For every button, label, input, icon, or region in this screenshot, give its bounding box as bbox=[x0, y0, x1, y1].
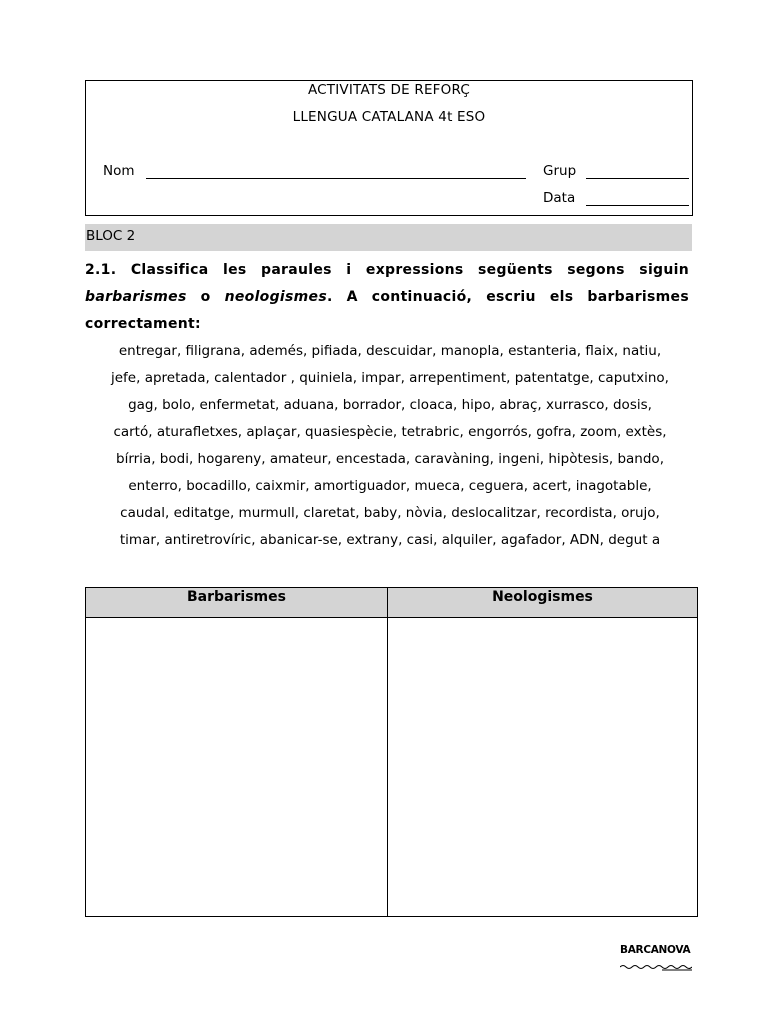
exercise-text-part2: . A continuació, escriu els barbarismes correctament: bbox=[85, 289, 689, 332]
data-field[interactable] bbox=[586, 205, 689, 206]
header-box bbox=[85, 80, 693, 216]
term-barbarismes: barbarismes bbox=[85, 289, 187, 305]
neologismes-answer-cell[interactable] bbox=[388, 618, 698, 917]
word-line: enterro, bocadillo, caixmir, amortiguador, mueca, ceguera, acert, inagotable, bbox=[128, 478, 652, 494]
header-title: ACTIVITATS DE REFORÇ bbox=[307, 82, 470, 98]
term-neologismes: neologismes bbox=[224, 289, 327, 305]
table-answer-row bbox=[86, 618, 698, 917]
answer-table bbox=[85, 587, 698, 917]
logo-wave-icon bbox=[620, 964, 692, 972]
exercise-instruction bbox=[85, 257, 689, 338]
grup-field[interactable] bbox=[586, 178, 689, 179]
word-line: bírria, bodi, hogareny, amateur, encestada, caravàning, ingeni, hipòtesis, bando, bbox=[116, 451, 664, 467]
word-line: caudal, editatge, murmull, claretat, baby, nòvia, deslocalitzar, recordista, orujo, bbox=[120, 505, 660, 521]
exercise-text-part1: Classifica les paraules i expressions següents segons siguin bbox=[130, 262, 689, 278]
grup-label: Grup bbox=[543, 163, 577, 179]
nom-field[interactable] bbox=[146, 178, 526, 179]
word-line: timar, antiretrovíric, abanicar-se, extrany, casi, alquiler, agafador, ADN, degut a bbox=[119, 532, 661, 548]
column-header-neologismes: Neologismes bbox=[388, 588, 698, 618]
data-label: Data bbox=[543, 190, 576, 206]
exercise-connector: o bbox=[200, 289, 211, 305]
barbarismes-answer-cell[interactable] bbox=[86, 618, 388, 917]
header-subtitle: LLENGUA CATALANA 4t ESO bbox=[292, 109, 486, 125]
word-line: entregar, filigrana, ademés, pifiada, descuidar, manopla, estanteria, flaix, natiu, bbox=[118, 343, 662, 359]
column-header-barbarismes: Barbarismes bbox=[86, 588, 388, 618]
table-header-row bbox=[86, 588, 698, 618]
nom-label: Nom bbox=[103, 163, 135, 179]
bloc-heading: BLOC 2 bbox=[85, 224, 692, 251]
exercise-number: 2.1. bbox=[85, 262, 117, 278]
word-line: cartó, aturafletxes, aplaçar, quasiespècie, tetrabric, engorrós, gofra, zoom, extès, bbox=[113, 424, 667, 440]
publisher-logo bbox=[620, 944, 692, 966]
logo-text: BARCANOVA bbox=[620, 944, 691, 956]
word-line: gag, bolo, enfermetat, aduana, borrador, cloaca, hipo, abraç, xurrasco, dosis, bbox=[128, 397, 652, 413]
word-line: jefe, apretada, calentador , quiniela, impar, arrepentiment, patentatge, caputxino, bbox=[111, 370, 669, 386]
